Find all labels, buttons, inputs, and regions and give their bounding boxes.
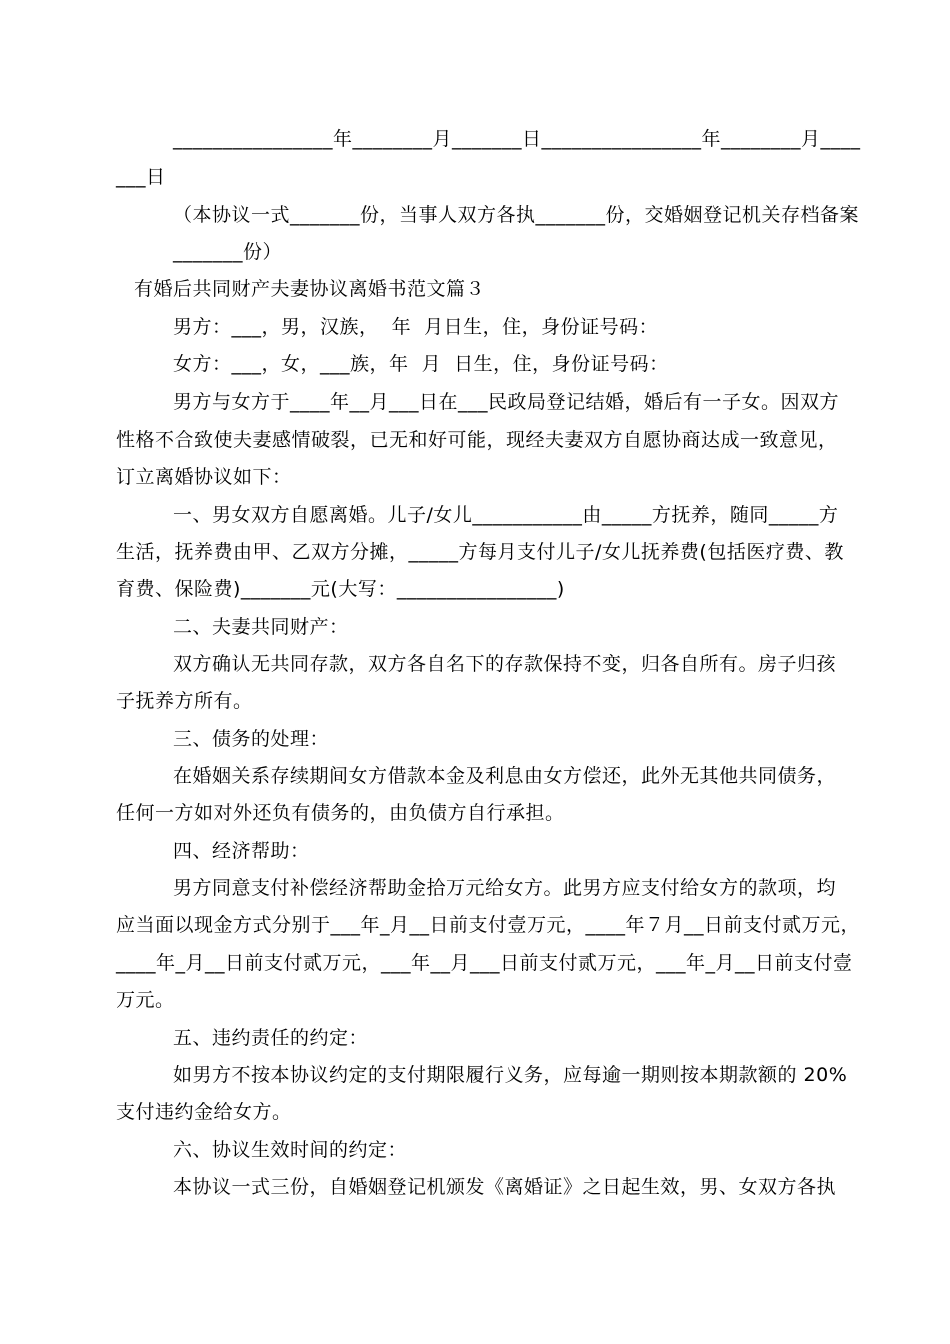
clause-five-line: 如男方不按本协议约定的支付期限履行义务，应每逾一期则按本期款额的 20%	[173, 1064, 848, 1086]
clause-one-line: 育费、保险费)_______元(大写：________________)	[116, 578, 565, 600]
clause-four-line: 男方同意支付补偿经济帮助金拾万元给女方。此男方应支付给女方的款项，均	[173, 877, 837, 899]
clause-six-line: 本协议一式三份，自婚姻登记机颁发《离婚证》之日起生效，男、女双方各执	[173, 1176, 837, 1198]
date-blank-line: ________________年________月_______日________________年________月____	[173, 128, 861, 150]
clause-two-line: 子抚养方所有。	[116, 690, 253, 712]
clause-two-heading: 二、夫妻共同财产：	[173, 616, 349, 638]
paragraph-line: 性格不合致使夫妻感情破裂，已无和好可能，现经夫妻双方自愿协商达成一致意见，	[116, 429, 838, 451]
clause-one-line: 生活，抚养费由甲、乙双方分摊，_____方每月支付儿子/女儿抚养费(包括医疗费、教	[116, 541, 844, 563]
paragraph-line: 男方与女方于____年__月___日在___民政局登记结婚，婚后有一子女。因双方	[173, 391, 840, 413]
clause-one-line: 一、男女双方自愿离婚。儿子/女儿___________由_____方抚养，随同_____方	[173, 504, 839, 526]
copies-note: （本协议一式_______份，当事人双方各执_______份，交婚姻登记机关存档备案	[173, 204, 860, 226]
male-party-info: 男方：___，男，汉族， 年 月日生，住，身份证号码：	[173, 316, 659, 338]
clause-two-line: 双方确认无共同存款，双方各自名下的存款保持不变，归各自所有。房子归孩	[173, 653, 837, 675]
clause-four-heading: 四、经济帮助：	[173, 840, 310, 862]
copies-note-continued: _______份）	[173, 241, 283, 263]
clause-four-line: ____年_月__日前支付贰万元，___年__月___日前支付贰万元，___年_月__日前支付壹	[116, 952, 853, 974]
clause-three-line: 任何一方如对外还负有债务的，由负债方自行承担。	[116, 802, 565, 824]
clause-five-heading: 五、违约责任的约定：	[173, 1027, 369, 1049]
clause-six-heading: 六、协议生效时间的约定：	[173, 1139, 408, 1161]
clause-five-line: 支付违约金给女方。	[116, 1101, 292, 1123]
clause-four-line: 万元。	[116, 989, 175, 1011]
date-blank-line-continued: ___日	[116, 166, 166, 188]
clause-three-heading: 三、债务的处理：	[173, 728, 330, 750]
section-title: 有婚后共同财产夫妻协议离婚书范文篇３	[134, 278, 486, 300]
clause-four-line: 应当面以现金方式分别于___年_月__日前支付壹万元，____年７月__日前支付贰万元，	[116, 914, 861, 936]
female-party-info: 女方：___，女，___族，年 月 日生，住，身份证号码：	[173, 353, 669, 375]
clause-three-line: 在婚姻关系存续期间女方借款本金及利息由女方偿还，此外无其他共同债务，	[173, 765, 837, 787]
paragraph-line: 订立离婚协议如下：	[116, 466, 292, 488]
